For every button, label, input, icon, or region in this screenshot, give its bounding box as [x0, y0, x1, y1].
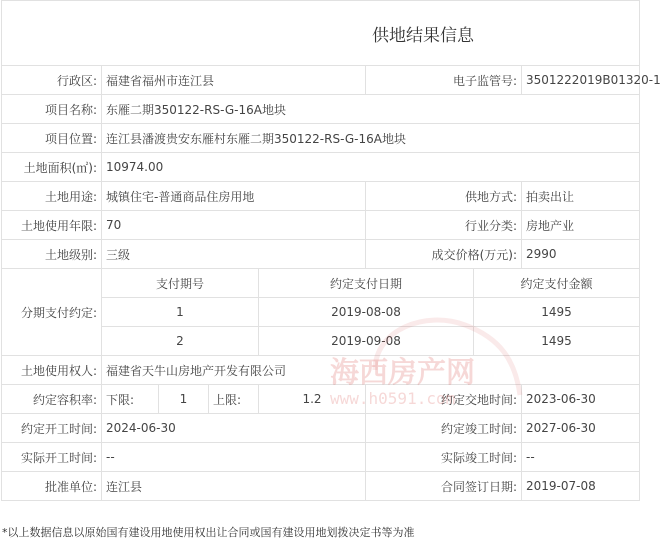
- finish-time-label: 约定竣工时间:: [366, 414, 522, 443]
- plot-ratio-upper-label: 上限:: [209, 385, 259, 414]
- industry-value: 房地产业: [522, 211, 640, 240]
- installment-header-row: [2, 269, 640, 298]
- actual-start-value: --: [102, 443, 366, 472]
- start-time-value: 2024-06-30: [102, 414, 366, 443]
- plot-ratio-upper-value: 1.2: [259, 385, 366, 414]
- land-use-label: 土地用途:: [2, 182, 102, 211]
- data-source-footnote: *以上数据信息以原始国有建设用地使用权出让合同或国有建设用地划拨决定书等为准: [2, 526, 415, 539]
- row-land-user: [2, 356, 640, 385]
- land-supply-info-table: [1, 0, 661, 501]
- row-district: [2, 66, 640, 95]
- actual-finish-label: 实际竣工时间:: [366, 443, 522, 472]
- project-location-label: 项目位置:: [2, 124, 102, 153]
- land-use-value: 城镇住宅-普通商品住房用地: [102, 182, 366, 211]
- installment-period: 2: [102, 327, 259, 356]
- use-years-label: 土地使用年限:: [2, 211, 102, 240]
- actual-finish-value: --: [522, 443, 640, 472]
- land-grade-value: 三级: [102, 240, 366, 269]
- project-location-value: 连江县潘渡贵安东雁村东雁二期350122-RS-G-16A地块: [102, 124, 640, 153]
- installment-date: 2019-09-08: [259, 327, 474, 356]
- land-user-label: 土地使用权人:: [2, 356, 102, 385]
- actual-start-label: 实际开工时间:: [2, 443, 102, 472]
- project-name-label: 项目名称:: [2, 95, 102, 124]
- district-value: 福建省福州市连江县: [102, 66, 366, 95]
- row-project-name: [2, 95, 640, 124]
- district-label: 行政区:: [2, 66, 102, 95]
- installment-header-date: 约定支付日期: [259, 269, 474, 298]
- deal-price-label: 成交价格(万元):: [366, 240, 522, 269]
- plot-ratio-label: 约定容积率:: [2, 385, 102, 414]
- handover-time-value: 2023-06-30: [522, 385, 640, 414]
- supply-method-label: 供地方式:: [366, 182, 522, 211]
- plot-ratio-lower-label: 下限:: [102, 385, 159, 414]
- installment-header-amount: 约定支付金额: [474, 269, 640, 298]
- deal-price-value: 2990: [522, 240, 640, 269]
- contract-date-label: 合同签订日期:: [366, 472, 522, 501]
- installment-header-period: 支付期号: [102, 269, 259, 298]
- installment-amount: 1495: [474, 327, 640, 356]
- row-land-area: [2, 153, 640, 182]
- row-land-grade: [2, 240, 640, 269]
- watermark-url: www.h0591.com: [330, 389, 456, 408]
- row-land-use: [2, 182, 640, 211]
- approval-unit-value: 连江县: [102, 472, 366, 501]
- row-actual-start: [2, 443, 640, 472]
- land-area-label: 土地面积(㎡):: [2, 153, 102, 182]
- use-years-value: 70: [102, 211, 366, 240]
- row-approval: [2, 472, 640, 501]
- installment-amount: 1495: [474, 298, 640, 327]
- handover-time-label: 约定交地时间:: [366, 385, 522, 414]
- installment-period: 1: [102, 298, 259, 327]
- finish-time-value: 2027-06-30: [522, 414, 640, 443]
- project-name-value: 东雁二期350122-RS-G-16A地块: [102, 95, 640, 124]
- contract-date-value: 2019-07-08: [522, 472, 640, 501]
- page-title: 供地结果信息: [2, 1, 640, 66]
- title-row: [2, 1, 640, 66]
- approval-unit-label: 批准单位:: [2, 472, 102, 501]
- watermark-brand: 海西房产网: [330, 355, 476, 389]
- start-time-label: 约定开工时间:: [2, 414, 102, 443]
- land-user-value: 福建省天牛山房地产开发有限公司: [102, 356, 640, 385]
- industry-label: 行业分类:: [366, 211, 522, 240]
- installment-label: 分期支付约定:: [2, 269, 102, 356]
- supply-method-value: 拍卖出让: [522, 182, 640, 211]
- land-grade-label: 土地级别:: [2, 240, 102, 269]
- supervision-no-value: 3501222019B01320-1: [522, 66, 640, 95]
- row-plot-ratio: [2, 385, 640, 414]
- row-project-location: [2, 124, 640, 153]
- plot-ratio-lower-value: 1: [159, 385, 209, 414]
- row-start-time: [2, 414, 640, 443]
- installment-date: 2019-08-08: [259, 298, 474, 327]
- land-area-value: 10974.00: [102, 153, 640, 182]
- row-use-years: [2, 211, 640, 240]
- supervision-no-label: 电子监管号:: [366, 66, 522, 95]
